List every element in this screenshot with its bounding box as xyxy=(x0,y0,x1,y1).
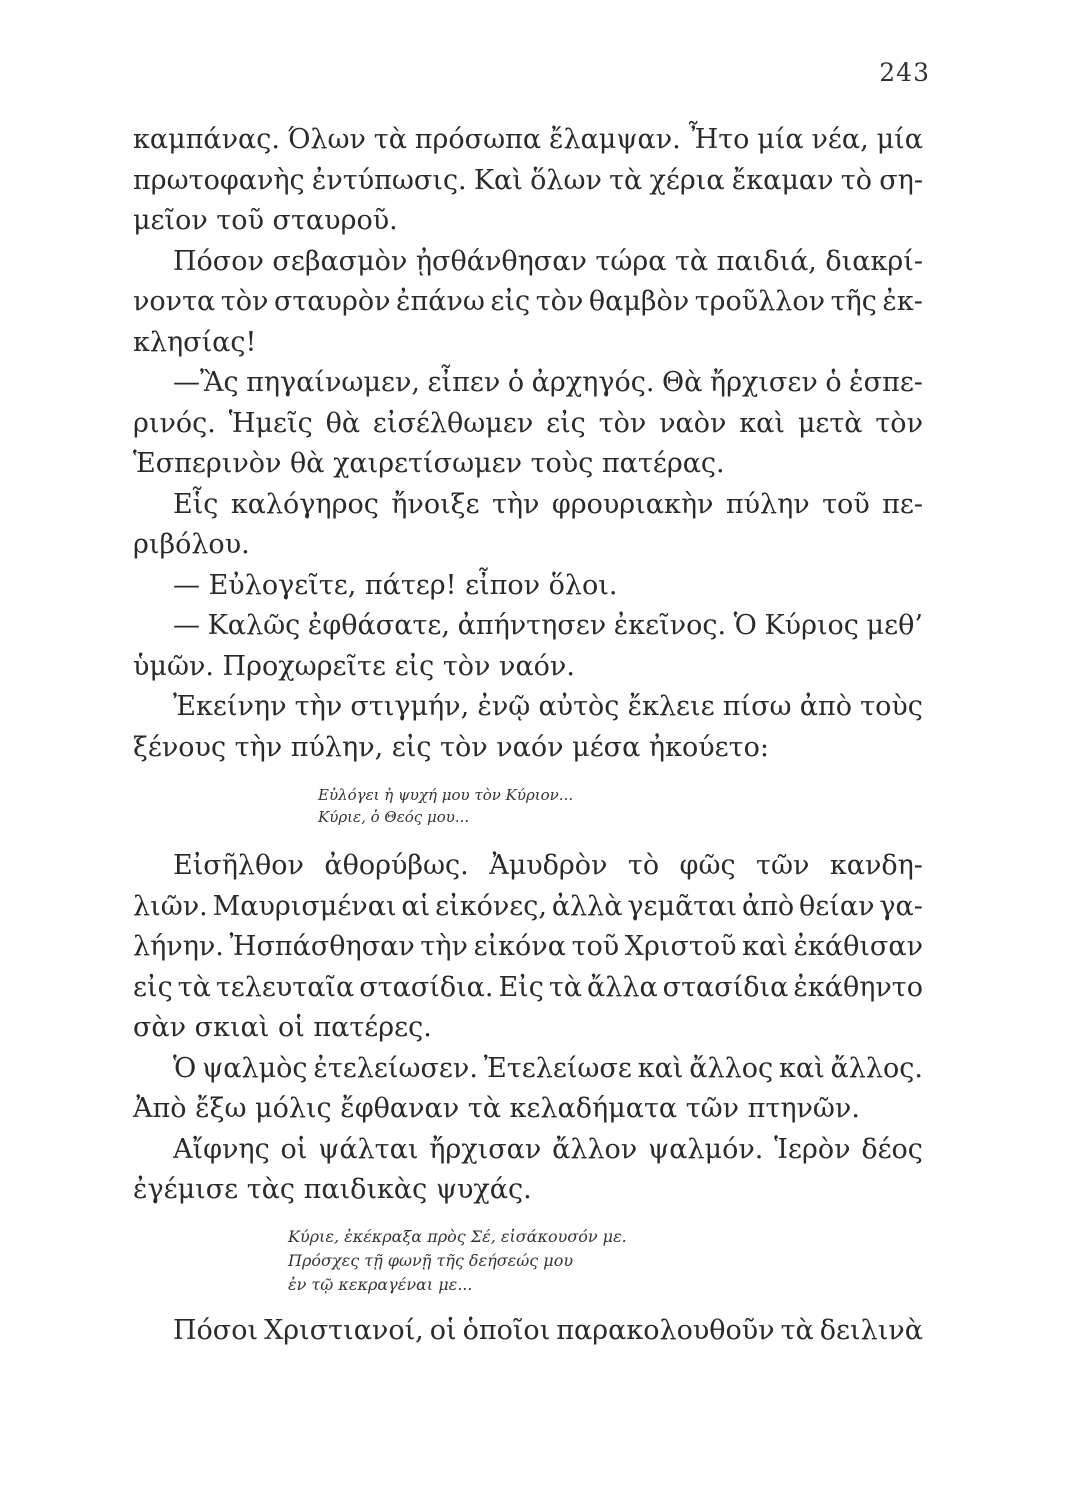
text-line: εἰς τὰ τελευταῖα στασίδια. Εἰς τὰ ἄλλα στασίδια ἐκάθηντο xyxy=(133,971,923,1003)
text-line: σὰν σκιαὶ οἱ πατέρες. xyxy=(133,1012,432,1043)
text-line: πρωτοφανὴς ἐντύπωσις. Καὶ ὅλων τὰ χέρια ἔκαμαν τὸ ση- xyxy=(133,164,923,196)
page-number: 243 xyxy=(879,58,930,87)
paragraphs-after-verse xyxy=(133,1311,923,1352)
text-line: ἐγέμισε τὰς παιδικὰς ψυχάς. xyxy=(133,1174,532,1205)
text-line: Αἴφνης οἱ ψάλται ἤρχισαν ἄλλον ψαλμόν. Ἱερὸν δέος xyxy=(173,1133,923,1165)
paragraphs-middle xyxy=(133,846,923,1211)
text-line: κλησίας! xyxy=(133,326,257,358)
text-line: —Ἂς πηγαίνωμεν, εἶπεν ὁ ἀρχηγός. Θὰ ἤρχισεν ὁ ἑσπε- xyxy=(173,367,923,398)
psalm-quote-1 xyxy=(133,784,923,828)
text-line: Ἀπὸ ἔξω μόλις ἔφθαναν τὰ κελαδήματα τῶν πτηνῶν. xyxy=(133,1093,860,1124)
text-line: — Καλῶς ἐφθάσατε, ἀπήντησεν ἐκεῖνος. Ὁ Κύριος μεθ’ xyxy=(173,610,923,641)
psalm-quote-2 xyxy=(133,1225,923,1297)
text-line: Εἰσῆλθον ἀθορύβως. Ἀμυδρὸν τὸ φῶς τῶν κανδη- xyxy=(173,850,923,881)
text-line: ὑμῶν. Προχωρεῖτε εἰς τὸν ναόν. xyxy=(133,650,575,682)
text-line: ρινός. Ἡμεῖς θὰ εἰσέλθωμεν εἰς τὸν ναὸν καὶ μετὰ τὸν xyxy=(133,407,923,439)
text-line: Πόσοι Χριστιανοί, οἱ ὁποῖοι παρακολουθοῦν τὰ δειλινὰ xyxy=(173,1314,923,1346)
text-line: ριβόλου. xyxy=(133,529,250,560)
text-line: καμπάνας. Όλων τὰ πρόσωπα ἔλαμψαν. Ἦτο μία νέα, μία xyxy=(133,124,923,155)
body-text xyxy=(133,120,923,1351)
verse-line: Πρόσχες τῇ φωνῇ τῆς δεήσεώς μου xyxy=(288,1250,574,1270)
text-line: λήνην. Ἠσπάσθησαν τὴν εἰκόνα τοῦ Χριστοῦ καὶ ἐκάθισαν xyxy=(133,931,923,962)
text-line: Ἐκείνην τὴν στιγμήν, ἐνῷ αὐτὸς ἔκλειε πίσω ἀπὸ τοὺς xyxy=(173,691,923,722)
verse-line: Κύριε, ἐκέκραξα πρὸς Σέ, εἰσάκουσόν με. xyxy=(288,1226,627,1246)
text-line: Ὁ ψαλμὸς ἐτελείωσεν. Ἐτελείωσε καὶ ἄλλος καὶ ἄλλος. xyxy=(173,1052,923,1084)
verse-line: Κύριε, ὁ Θεός μου... xyxy=(318,808,470,826)
text-line: — Εὐλογεῖτε, πάτερ! εἶπον ὅλοι. xyxy=(173,569,618,601)
text-line: νοντα τὸν σταυρὸν ἐπάνω εἰς τὸν θαμβὸν τροῦλλον τῆς ἐκ- xyxy=(133,286,923,317)
verse-line: ἐν τῷ κεκραγέναι με... xyxy=(288,1274,473,1294)
text-line: μεῖον τοῦ σταυροῦ. xyxy=(133,205,398,236)
text-line: Εἷς καλόγηρος ἤνοιξε τὴν φρουριακὴν πύλην τοῦ πε- xyxy=(173,488,923,520)
text-line: Πόσον σεβασμὸν ᾐσθάνθησαν τώρα τὰ παιδιά, διακρί- xyxy=(173,245,923,277)
text-line: ξένους τὴν πύλην, εἰς τὸν ναόν μέσα ἠκούετο: xyxy=(133,731,769,763)
text-line: Ἑσπερινὸν θὰ χαιρετίσωμεν τοὺς πατέρας. xyxy=(133,448,725,479)
paragraphs-before-verse xyxy=(133,120,923,768)
verse-line: Εὐλόγει ἡ ψυχή μου τὸν Κύριον... xyxy=(318,786,574,804)
text-line: λιῶν. Μαυρισμέναι αἱ εἰκόνες, ἀλλὰ γεμᾶται ἀπὸ θείαν γα- xyxy=(133,890,923,922)
